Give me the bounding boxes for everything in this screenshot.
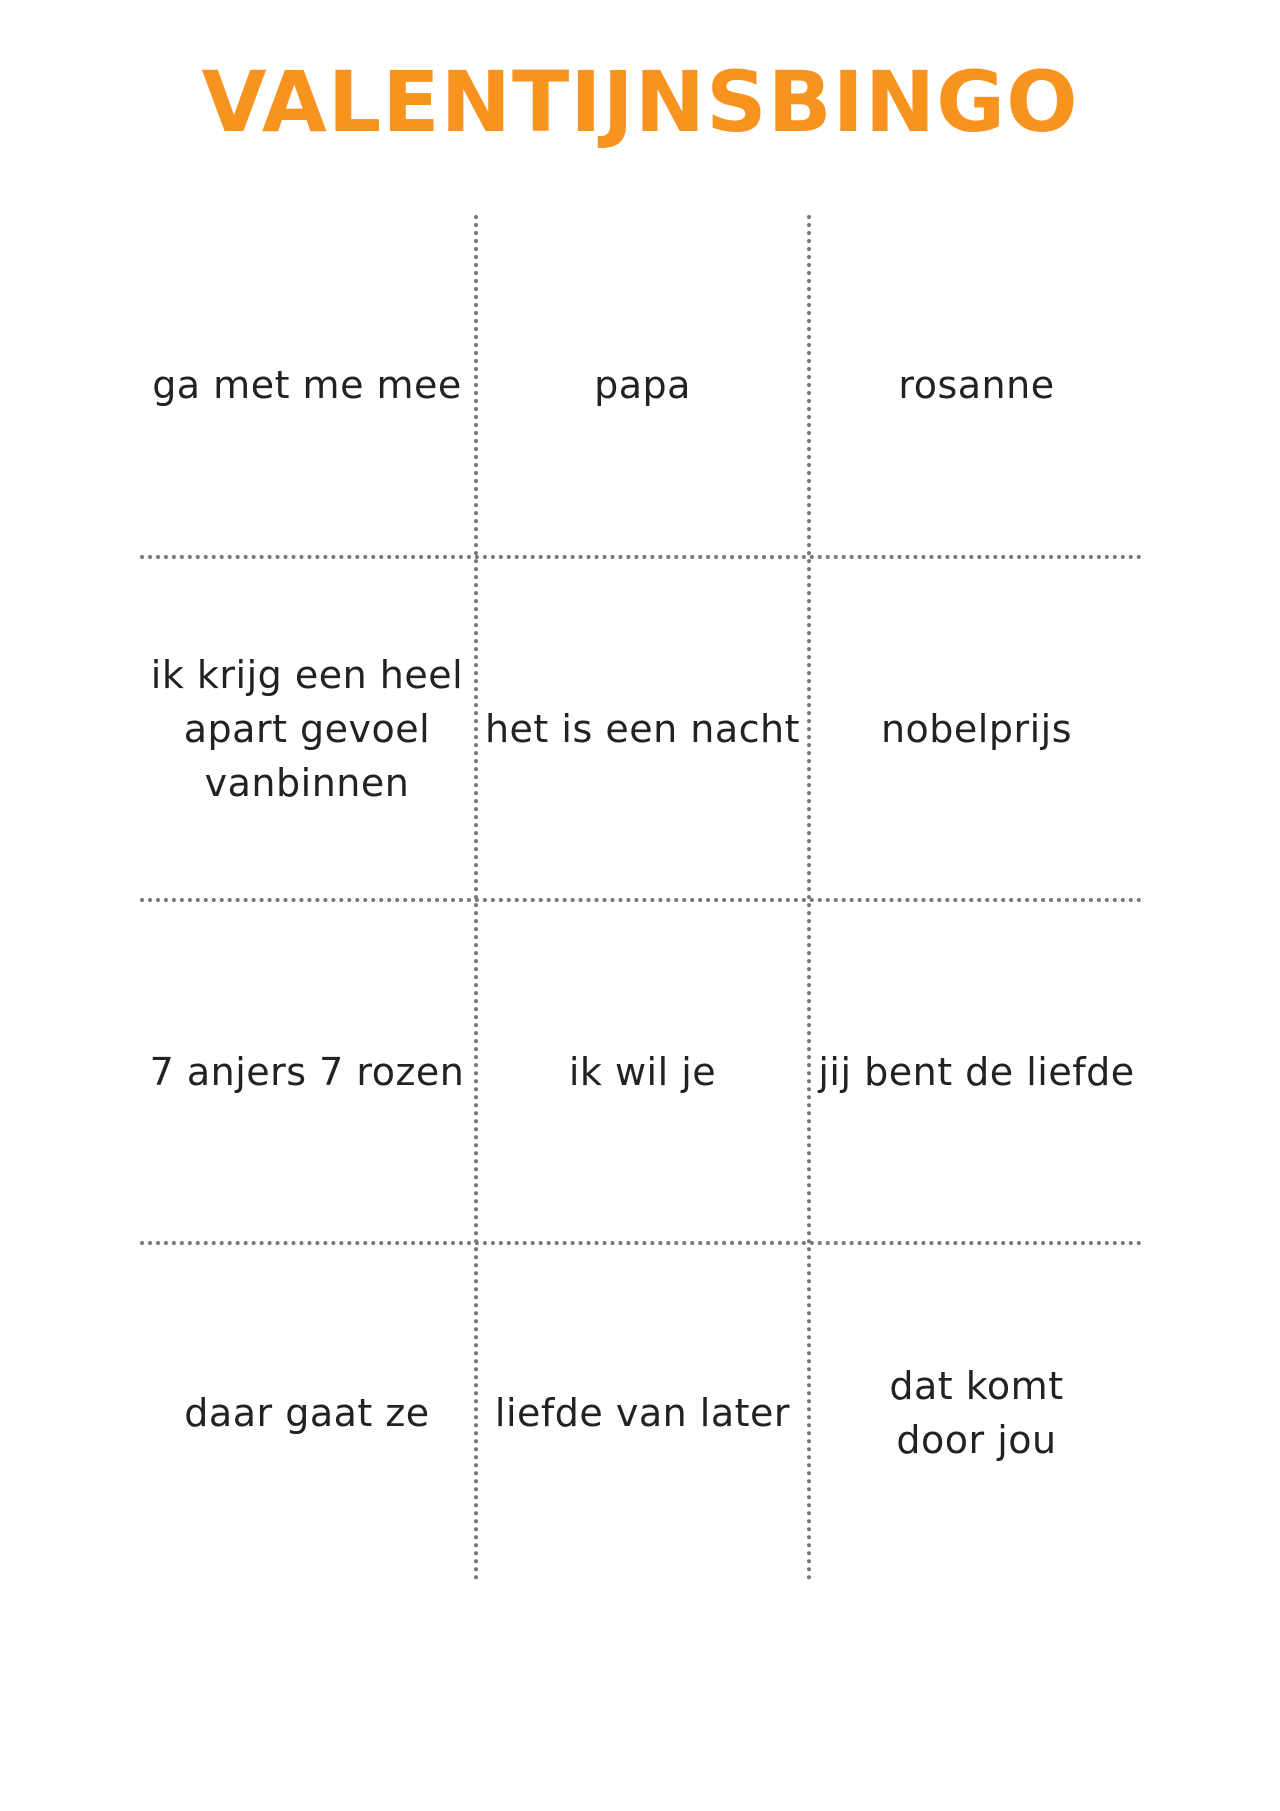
bingo-cell [478,1245,807,1581]
bingo-cell [811,902,1142,1241]
bingo-cell-text: jij bent de liefde [818,1049,1135,1094]
bingo-cell [140,559,474,898]
bingo-cell [811,215,1142,555]
page-title: VALENTIJNSBINGO [201,53,1079,151]
bingo-cell-text: rosanne [898,363,1055,407]
bingo-cell-text: ik krijg een heel apart gevoel vanbinnen [150,652,464,805]
bingo-cell [478,902,807,1241]
bingo-grid [140,215,1142,1581]
bingo-cell-text: liefde van later [494,1391,791,1435]
bingo-cell-text: ik wil je [568,1049,717,1094]
bingo-cell [140,215,474,555]
bingo-cell [811,559,1142,898]
bingo-cell-text: dat komt door jou [889,1364,1064,1462]
bingo-cell [140,902,474,1241]
bingo-cell [811,1245,1142,1581]
bingo-cell [140,1245,474,1581]
bingo-cell [478,215,807,555]
bingo-cell-text: daar gaat ze [184,1391,430,1435]
bingo-cell-text: nobelprijs [880,706,1073,751]
bingo-cell-text: het is een nacht [484,706,801,751]
bingo-cell-text: 7 anjers 7 rozen [149,1049,465,1094]
bingo-cell [478,559,807,898]
bingo-cell-text: ga met me mee [152,363,462,407]
bingo-cell-text: papa [594,363,691,407]
